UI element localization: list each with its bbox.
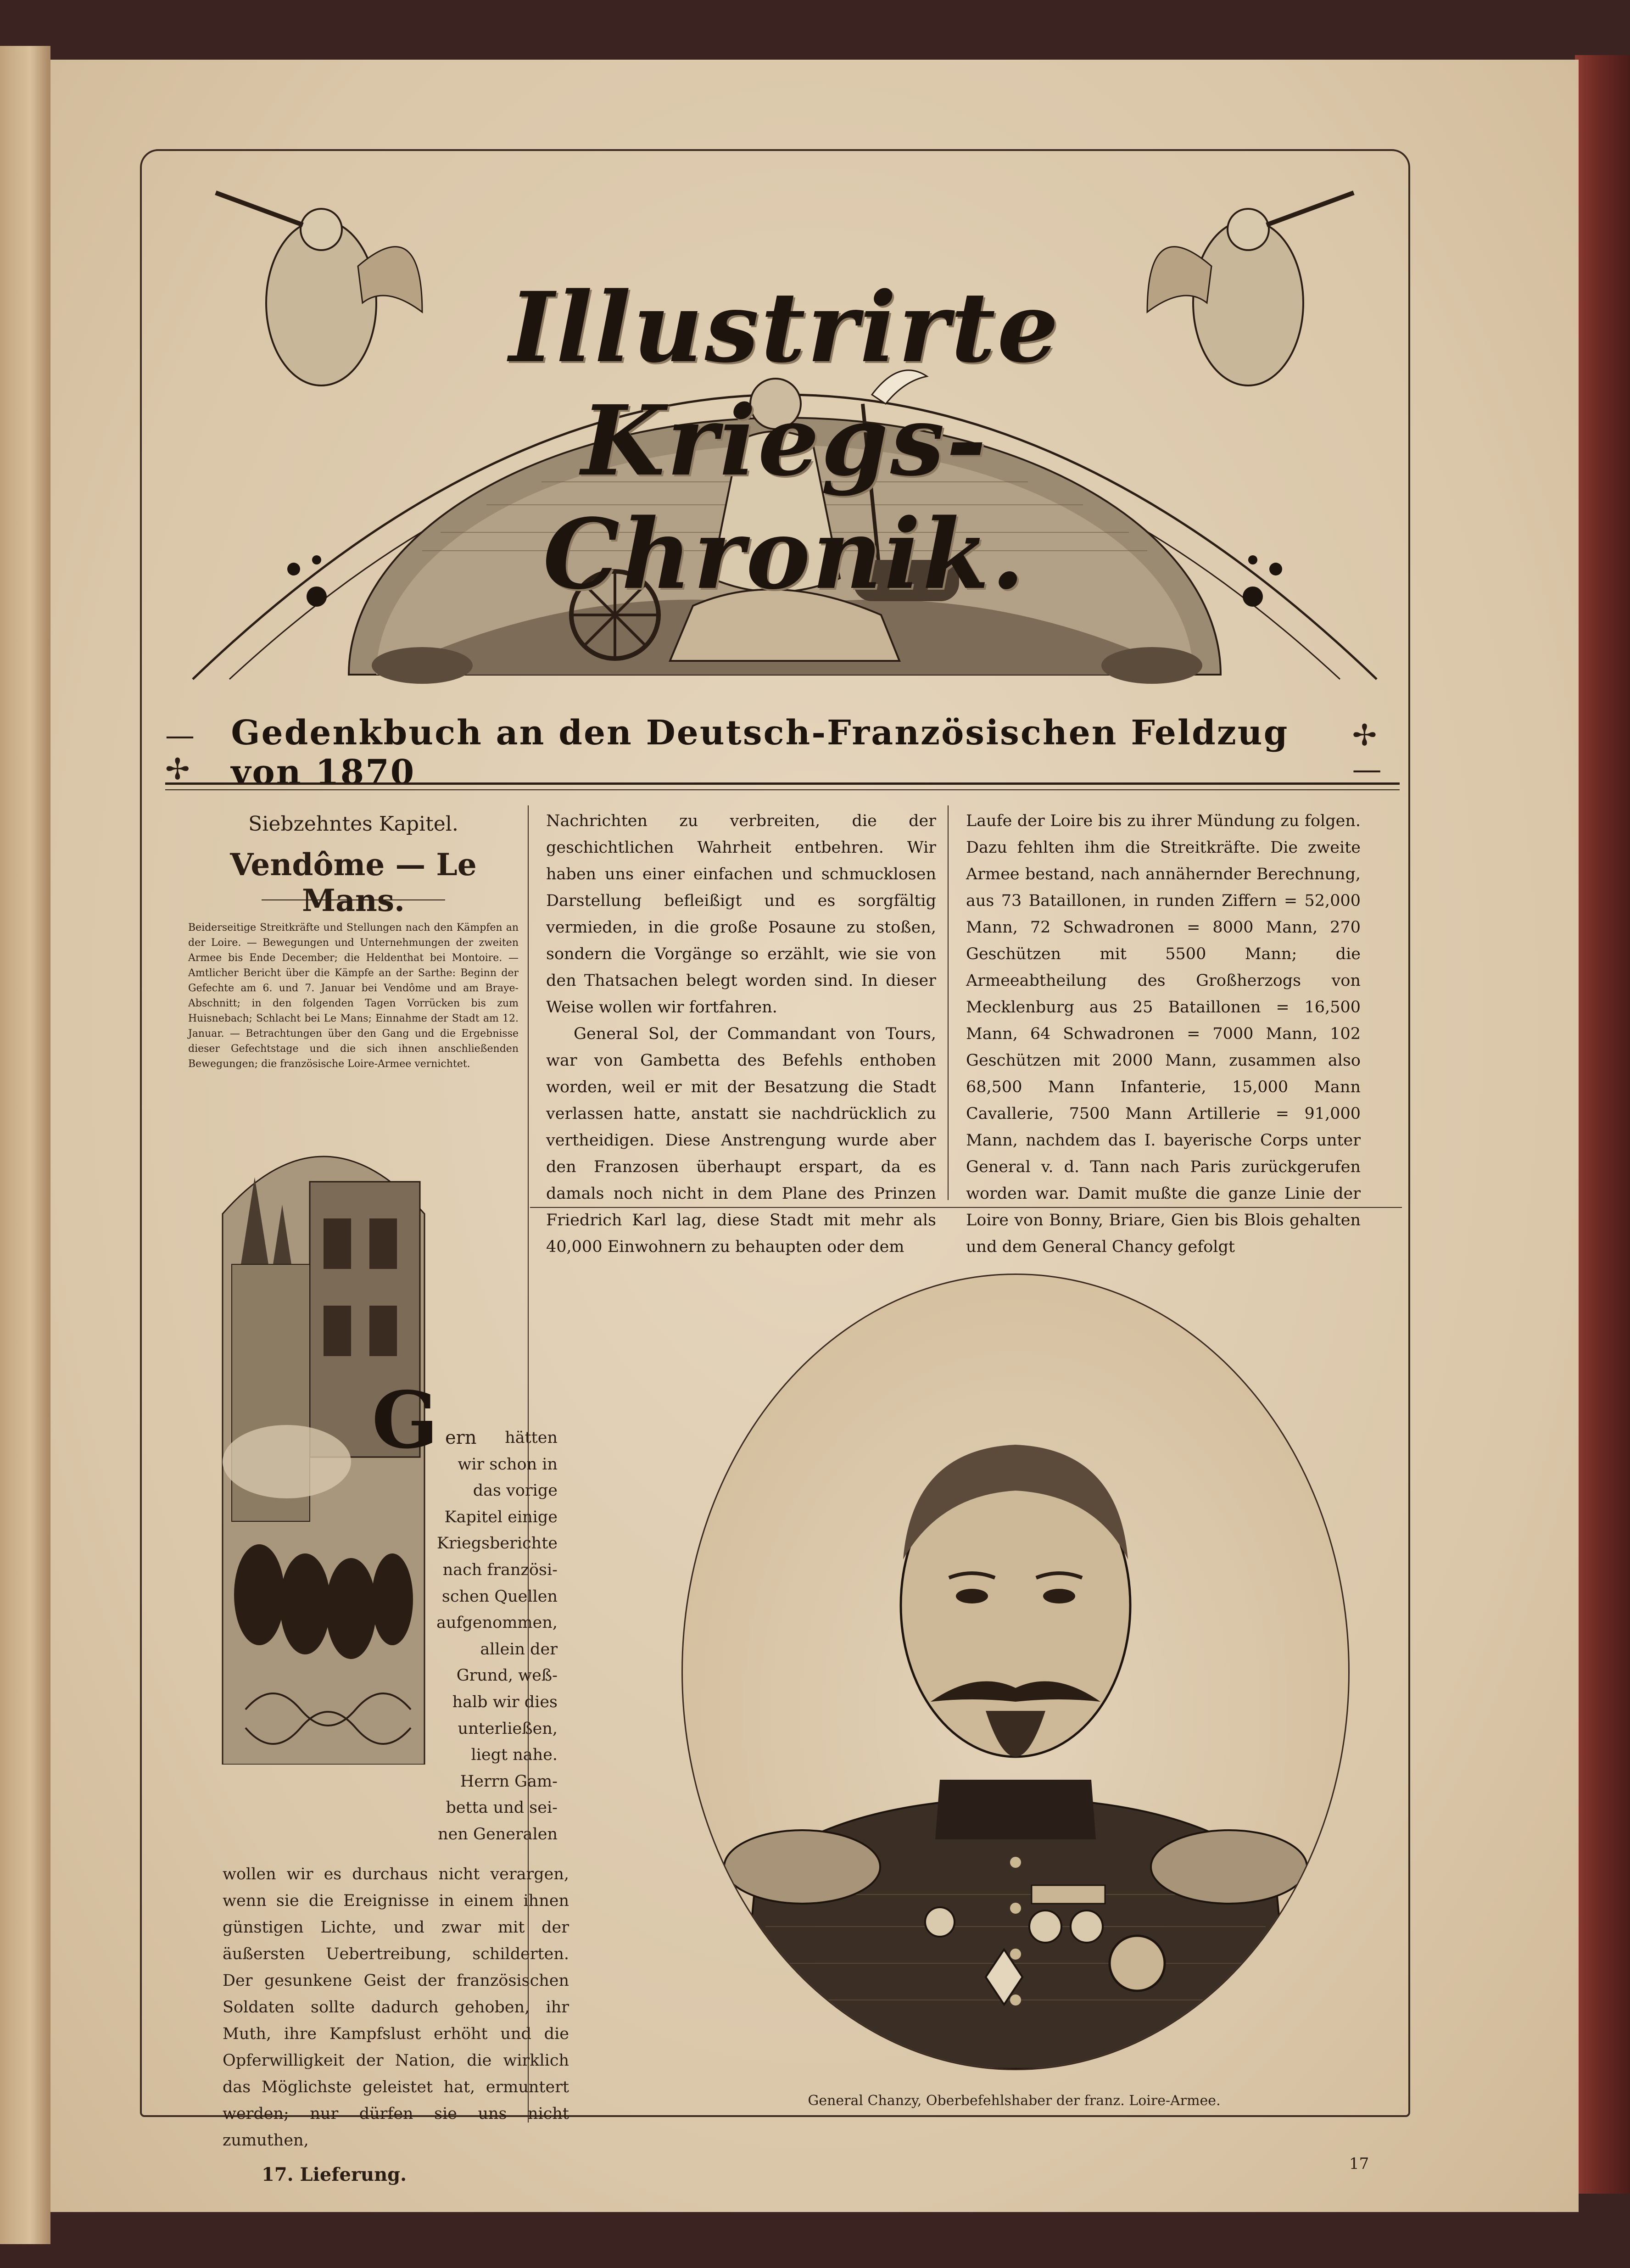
text-line: allein der [480, 1640, 558, 1659]
column-divider [948, 805, 949, 1200]
ornament-right-icon: ✢— [1352, 719, 1382, 787]
delivery-number: 17. Lieferung. [262, 2164, 407, 2185]
drop-cap-rest: ern [445, 1427, 477, 1448]
paragraph: Nachrichten zu verbreiten, die der geschichtlichen Wahrheit entbehren. Wir haben uns einer einfachen und schmucklosen Darstellung befleißigt und es sorgfältig vermieden, in die große Posaune zu stoßen, sondern die Vorgänge so erzählt, wie sie von den Thatsachen belegt worden sind. In dieser Weise wollen wir fortfahren. [546, 812, 936, 1017]
column-1-narrow-text [422, 1425, 558, 1848]
chapter-summary: Beiderseitige Streitkräfte und Stellungen nach den Kämpfen an der Loire. — Bewegungen und Unternehmungen der zweiten Armee bis Ende December; die Heldenthat bei Montoire. — Amtlicher Bericht über die Kämpfe an der Sarthe: Beginn der Gefechte am 6. und 7. Januar bei Vendôme und am Braye-Abschnitt; in den folgenden Tagen Vorrücken bis zum Huisnebach; Schlacht bei Le Mans; Einnahme der Stadt am 12. Januar. — Betrachtungen über den Gang und die Ergebnisse dieser Gefechtstage und die sich ihnen anschließenden Bewegungen; die französische Loire-Armee vernichtet. [188, 922, 519, 1070]
masthead-title: Illustrirte Kriegs-Chronik. [509, 271, 1061, 611]
text-line: Grund, weß- [456, 1666, 558, 1685]
column-divider [528, 805, 529, 2123]
epaulette-left-icon [724, 1830, 880, 1904]
general-portrait [683, 1275, 1348, 2069]
column-2 [546, 808, 936, 1260]
column-1-bottom-text: wollen wir es durchaus nicht verargen, wenn sie die Ereignisse in einem ihnen günstigen Lichte, und zwar mit der äußersten Uebertreibung, schilderten. Der gesunkene Geist der französischen Soldaten sollte dadurch gehoben, ihr Muth, ihre Kampfslust erhöht und die Opferwilligkeit der Nation, die wirklich das Möglichste geleistet hat, ermuntert werden; nur dürfen sie uns nicht zumuthen, [223, 1865, 569, 2150]
chapter-rule [262, 899, 445, 900]
text-line: Kapitel einige [444, 1508, 558, 1526]
portrait-frame [681, 1274, 1350, 2070]
chapter-number: Siebzehntes Kapitel. [248, 812, 458, 836]
text-line: unterließen, [458, 1719, 558, 1738]
text-line: aufgenommen, [436, 1614, 558, 1632]
text-line: liegt nahe. [471, 1746, 558, 1765]
drop-cap: G [372, 1374, 439, 1466]
portrait-caption: General Chanzy, Oberbefehlshaber der franz. Loire-Armee. [808, 2093, 1221, 2109]
ornament-left-icon: —✢ [165, 719, 195, 787]
text-line: das vorige [473, 1481, 558, 1500]
chapter-title: Vendôme — Le Mans. [230, 847, 477, 918]
masthead-rule-thin [165, 789, 1400, 790]
paragraph: General Sol, der Commandant von Tours, war von Gambetta des Befehls enthoben worden, weil er mit der Besatzung die Stadt verlassen hatte, anstatt sie nachdrücklich zu vertheidigen. Diese Anstrengung wurde aber den Franzosen überhaupt erspart, da es damals noch nicht in dem Plane des Prinzen Friedrich Karl lag, diese Stadt mit mehr als 40,000 Einwohnern zu behaupten oder dem [546, 1025, 936, 1256]
text-line: wir schon in [458, 1455, 558, 1474]
masthead-subtitle: Gedenkbuch an den Deutsch-Französischen Feldzug von 1870 [231, 713, 1289, 792]
paragraph: Laufe der Loire bis zu ihrer Mündung zu folgen. Dazu fehlten ihm die Streitkräfte. Die zweite Armee bestand, nach annähernder Berechnung, aus 73 Bataillonen, in runden Ziffern = 52,000 Mann, 72 Schwadronen = 8000 Mann, 270 Geschützen mit 5500 Mann; die Armeeabtheilung des Großherzogs von Mecklenburg aus 25 Bataillonen = 16,500 Mann, 64 Schwadronen = 7000 Mann, 102 Geschützen mit 2000 Mann, zusammen also 68,500 Mann Infanterie, 15,000 Mann Cavallerie, 7500 Mann Artillerie = 91,000 Mann, nachdem das I. bayerische Corps unter General v. d. Tann nach Paris zurückgerufen worden war. Damit mußte die ganze Linie der Loire von Bonny, Briare, Gien bis Blois gehalten und dem General Chancy gefolgt [966, 812, 1361, 1256]
binding-edge [1575, 55, 1630, 2194]
left-page-edge [0, 46, 50, 2244]
masthead [165, 165, 1404, 707]
text-line: nen Generalen [438, 1825, 558, 1843]
text-line: Herrn Gam- [460, 1772, 558, 1791]
text-line: schen Quellen [441, 1587, 558, 1606]
masthead-rule [165, 782, 1400, 785]
text-line: nach französi- [442, 1560, 558, 1579]
text-line: betta und sei- [446, 1799, 558, 1817]
text-line: hätten [505, 1429, 558, 1447]
epaulette-right-icon [1151, 1830, 1307, 1904]
newspaper-page [50, 60, 1579, 2212]
text-line: Kriegsberichte [436, 1534, 558, 1553]
page-number: 17 [1349, 2155, 1369, 2173]
column-3 [966, 808, 1361, 1260]
masthead-subtitle-row [165, 713, 1400, 792]
text-line: halb wir dies [452, 1693, 558, 1711]
